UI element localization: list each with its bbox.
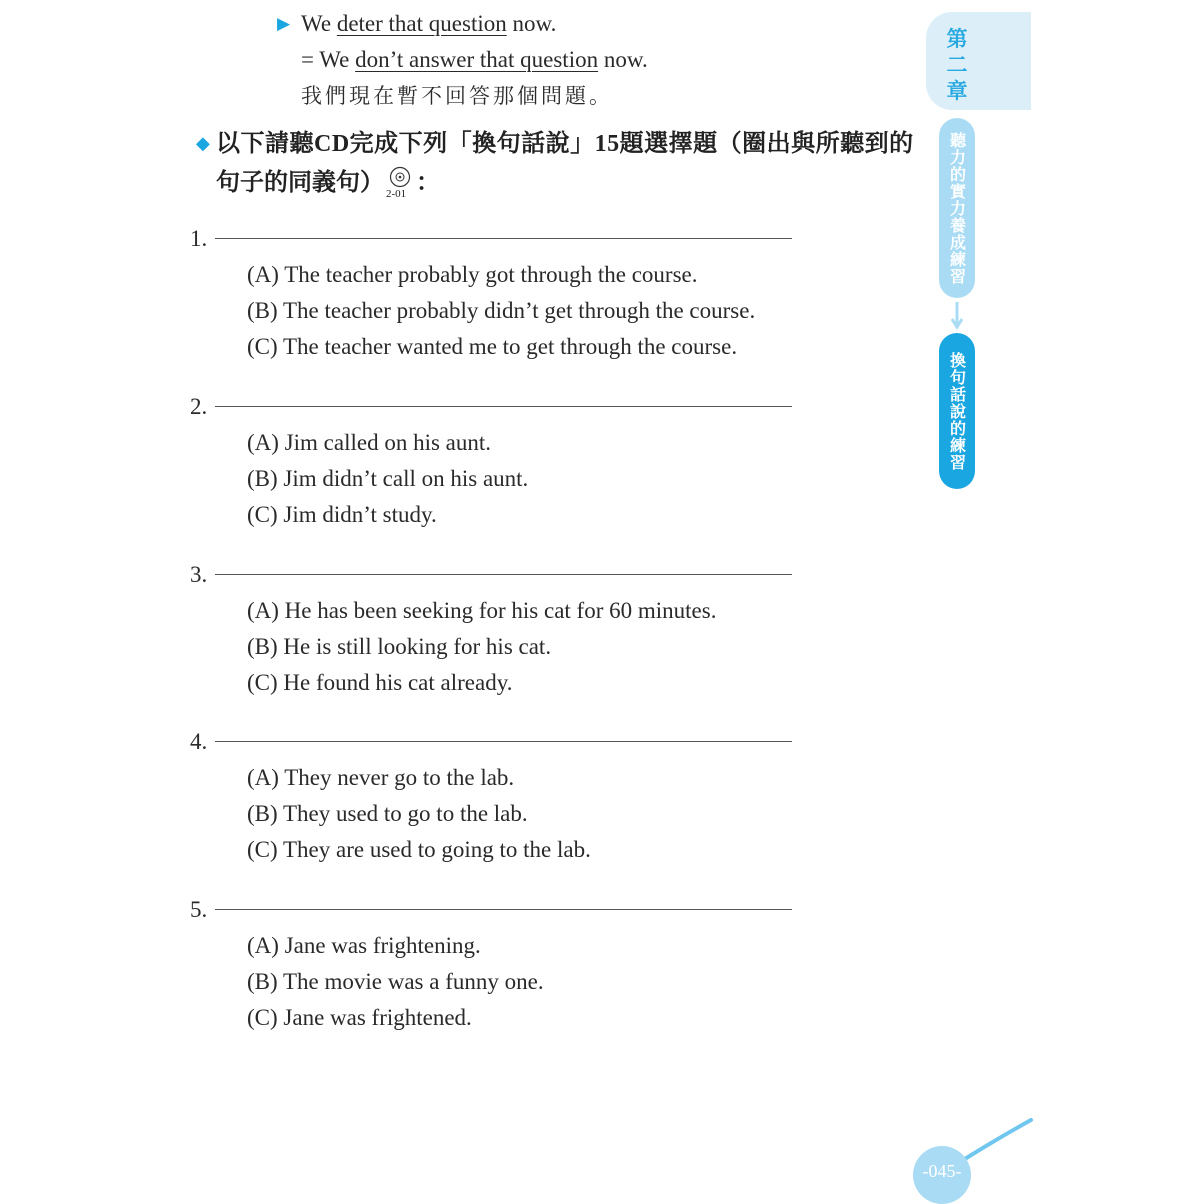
question-number: 4. bbox=[190, 729, 208, 754]
option-c[interactable]: (C) Jim didn’t study. bbox=[247, 502, 437, 527]
question-number: 2. bbox=[190, 394, 208, 419]
example-equivalent: = We don’t answer that question now. bbox=[301, 47, 648, 72]
instruction-line-1: 以下請聽CD完成下列「換句話說」15題選擇題（圈出與所聽到的 bbox=[216, 131, 914, 157]
question-number: 3. bbox=[190, 562, 208, 587]
section-tab-paraphrase-practice[interactable]: 換句話說的練習 bbox=[939, 333, 975, 489]
option-b[interactable]: (B) They used to go to the lab. bbox=[247, 801, 528, 826]
option-a[interactable]: (A) The teacher probably got through the course. bbox=[247, 262, 698, 287]
option-a[interactable]: (A) They never go to the lab. bbox=[247, 765, 515, 790]
option-list bbox=[247, 760, 800, 868]
example-block bbox=[277, 6, 648, 114]
page-number-badge bbox=[900, 1110, 1040, 1200]
option-b[interactable]: (B) The movie was a funny one. bbox=[247, 969, 544, 994]
answer-blank[interactable] bbox=[215, 909, 792, 910]
cd-track-marker bbox=[386, 166, 416, 200]
section-tab-listening-practice[interactable]: 聽力的實力養成練習 bbox=[939, 118, 975, 298]
page-number: -045- bbox=[922, 1161, 962, 1181]
question-number: 1. bbox=[190, 226, 208, 251]
option-b[interactable]: (B) Jim didn’t call on his aunt. bbox=[247, 466, 529, 491]
answer-blank[interactable] bbox=[215, 238, 792, 239]
arrow-down-icon bbox=[951, 300, 963, 330]
option-list bbox=[247, 593, 800, 701]
question-2 bbox=[190, 386, 800, 533]
option-c[interactable]: (C) He found his cat already. bbox=[247, 670, 513, 695]
question-number: 5. bbox=[190, 897, 208, 922]
option-c[interactable]: (C) They are used to going to the lab. bbox=[247, 837, 591, 862]
chapter-tab[interactable] bbox=[926, 12, 1031, 110]
option-c[interactable]: (C) Jane was frightened. bbox=[247, 1005, 472, 1030]
cd-icon bbox=[389, 166, 411, 188]
example-underlined-phrase: deter that question bbox=[336, 11, 507, 36]
option-c[interactable]: (C) The teacher wanted me to get through the course. bbox=[247, 334, 738, 359]
answer-blank[interactable] bbox=[215, 741, 792, 742]
option-list bbox=[247, 928, 800, 1036]
example-translation: 我們現在暫不回答那個問題。 bbox=[301, 84, 613, 108]
option-b[interactable]: (B) He is still looking for his cat. bbox=[247, 634, 552, 659]
cd-track-number: 2-01 bbox=[386, 188, 407, 200]
equivalent-underlined-phrase: don’t answer that question bbox=[355, 47, 599, 72]
question-3 bbox=[190, 554, 800, 701]
question-4 bbox=[190, 721, 800, 868]
option-list bbox=[247, 257, 800, 365]
example-sentence: ▶ We deter that question now. bbox=[277, 6, 648, 42]
triangle-bullet-icon: ▶ bbox=[277, 14, 291, 33]
instruction-colon: ： bbox=[416, 170, 440, 196]
option-list bbox=[247, 425, 800, 533]
answer-blank[interactable] bbox=[215, 406, 792, 407]
question-5 bbox=[190, 889, 800, 1036]
chapter-label: 第二章 bbox=[946, 27, 968, 103]
question-1 bbox=[190, 218, 800, 365]
option-a[interactable]: (A) Jim called on his aunt. bbox=[247, 430, 492, 455]
option-b[interactable]: (B) The teacher probably didn’t get through the course. bbox=[247, 298, 756, 323]
option-a[interactable]: (A) He has been seeking for his cat for 60 minutes. bbox=[247, 598, 717, 623]
instruction-heading bbox=[196, 124, 926, 203]
answer-blank[interactable] bbox=[215, 574, 792, 575]
diamond-bullet-icon: ◆ bbox=[196, 133, 210, 153]
option-a[interactable]: (A) Jane was frightening. bbox=[247, 933, 481, 958]
instruction-line-2: 句子的同義句） 2-01 ： bbox=[196, 164, 926, 203]
